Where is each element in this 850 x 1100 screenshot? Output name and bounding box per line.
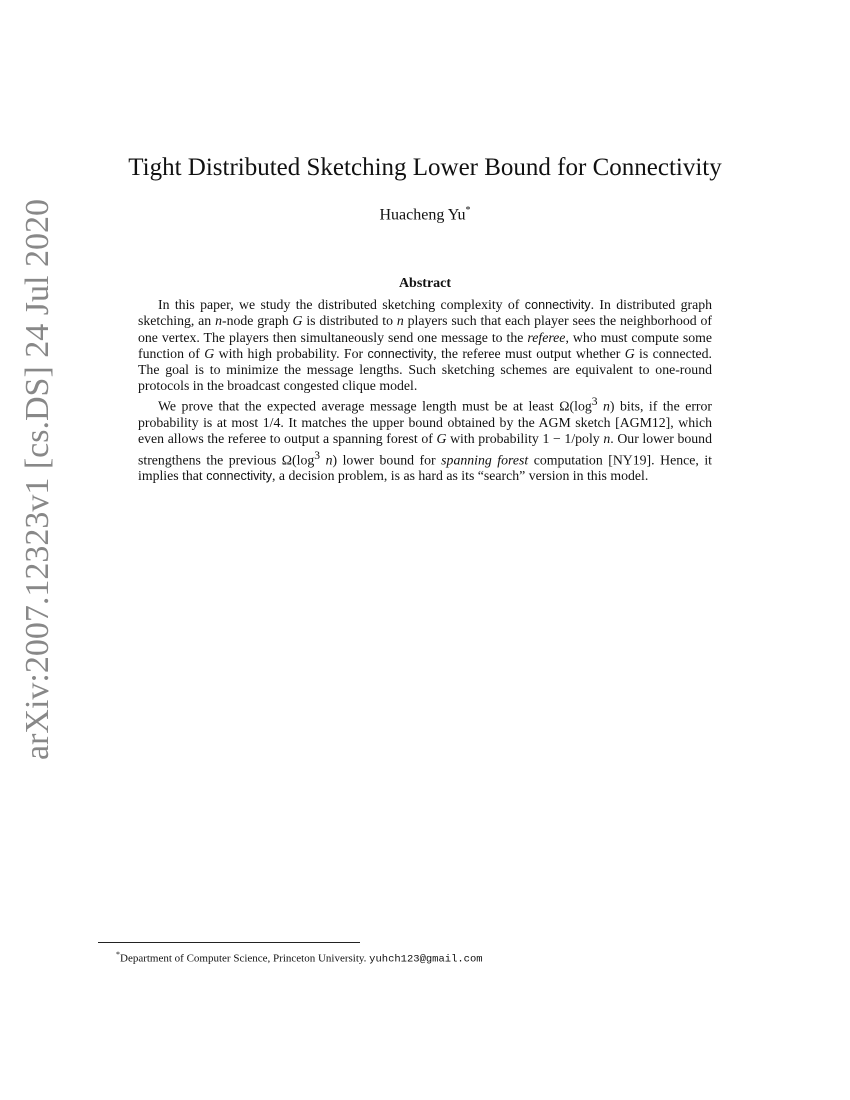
arxiv-identifier: arXiv:2007.12323v1 [cs.DS] 24 Jul 2020 xyxy=(19,199,56,760)
author-footnote-mark: * xyxy=(465,205,471,216)
text-run: with probability 1 − 1/poly xyxy=(446,431,604,447)
keyword-connectivity: connectivity xyxy=(367,346,434,361)
paper-title: Tight Distributed Sketching Lower Bound for Connectivity xyxy=(128,154,722,181)
text-run: , who must compute some function of xyxy=(138,329,712,361)
footnote-affiliation: Department of Computer Science, Princeton University. xyxy=(120,952,370,965)
footnote-divider xyxy=(98,942,360,943)
math-var: n xyxy=(325,452,333,468)
text-run: is distributed to xyxy=(302,313,397,329)
text-run: is connected. The goal is to minimize the message lengths. Such sketching schemes are equivalent to one-round protocols in the broadcast congested clique model. xyxy=(138,345,712,394)
math-var: n xyxy=(603,399,610,415)
author-name: Huacheng Yu xyxy=(379,206,466,224)
text-run: . In distributed graph sketching, an xyxy=(138,297,712,329)
text-run: , the referee must output whether xyxy=(433,345,625,361)
text-run: . Our lower bound strengthens the previous Ω(log xyxy=(138,431,712,468)
math-var: G xyxy=(436,431,447,447)
author-line xyxy=(0,200,850,226)
math-exponent: 3 xyxy=(314,449,321,462)
math-var: n xyxy=(396,313,404,329)
emphasis: spanning forest xyxy=(441,452,529,468)
abstract-paragraph-2 xyxy=(138,394,712,484)
text-run: We prove that the expected average message length must be at least Ω(log xyxy=(158,399,592,415)
text-run: -node graph xyxy=(221,313,293,329)
math-var: n xyxy=(215,313,222,329)
abstract-paragraph-1 xyxy=(138,297,712,394)
text-run: ) lower bound for xyxy=(332,452,442,468)
math-exponent: 3 xyxy=(591,396,598,409)
emphasis: referee xyxy=(527,329,566,345)
keyword-connectivity: connectivity xyxy=(524,298,591,313)
text-run: with high probability. For xyxy=(214,345,368,361)
abstract-section xyxy=(138,276,712,485)
abstract-heading: Abstract xyxy=(398,276,452,291)
author-email[interactable]: yuhch123@gmail.com xyxy=(369,953,483,966)
text-run: players such that each player sees the neighborhood of one vertex. The players then simultaneously send one message to the xyxy=(138,313,712,345)
math-var: n xyxy=(603,431,611,447)
keyword-connectivity: connectivity xyxy=(206,469,273,484)
math-var: G xyxy=(204,345,215,361)
math-var: G xyxy=(624,345,635,361)
text-run: computation [NY19]. Hence, it implies that xyxy=(138,452,713,484)
text-run: ) bits, if the error probability is at most 1/4. It matches the upper bound obtained by the AGM sketch [AGM12], which even allows the referee to output a spanning forest of xyxy=(138,399,712,447)
footnote xyxy=(116,948,776,967)
text-run: , a decision problem, is as hard as its “search” version in this model. xyxy=(272,468,649,484)
text-run: In this paper, we study the distributed sketching complexity of xyxy=(158,297,525,313)
footnote-mark: * xyxy=(116,950,120,959)
math-var: G xyxy=(292,313,303,329)
